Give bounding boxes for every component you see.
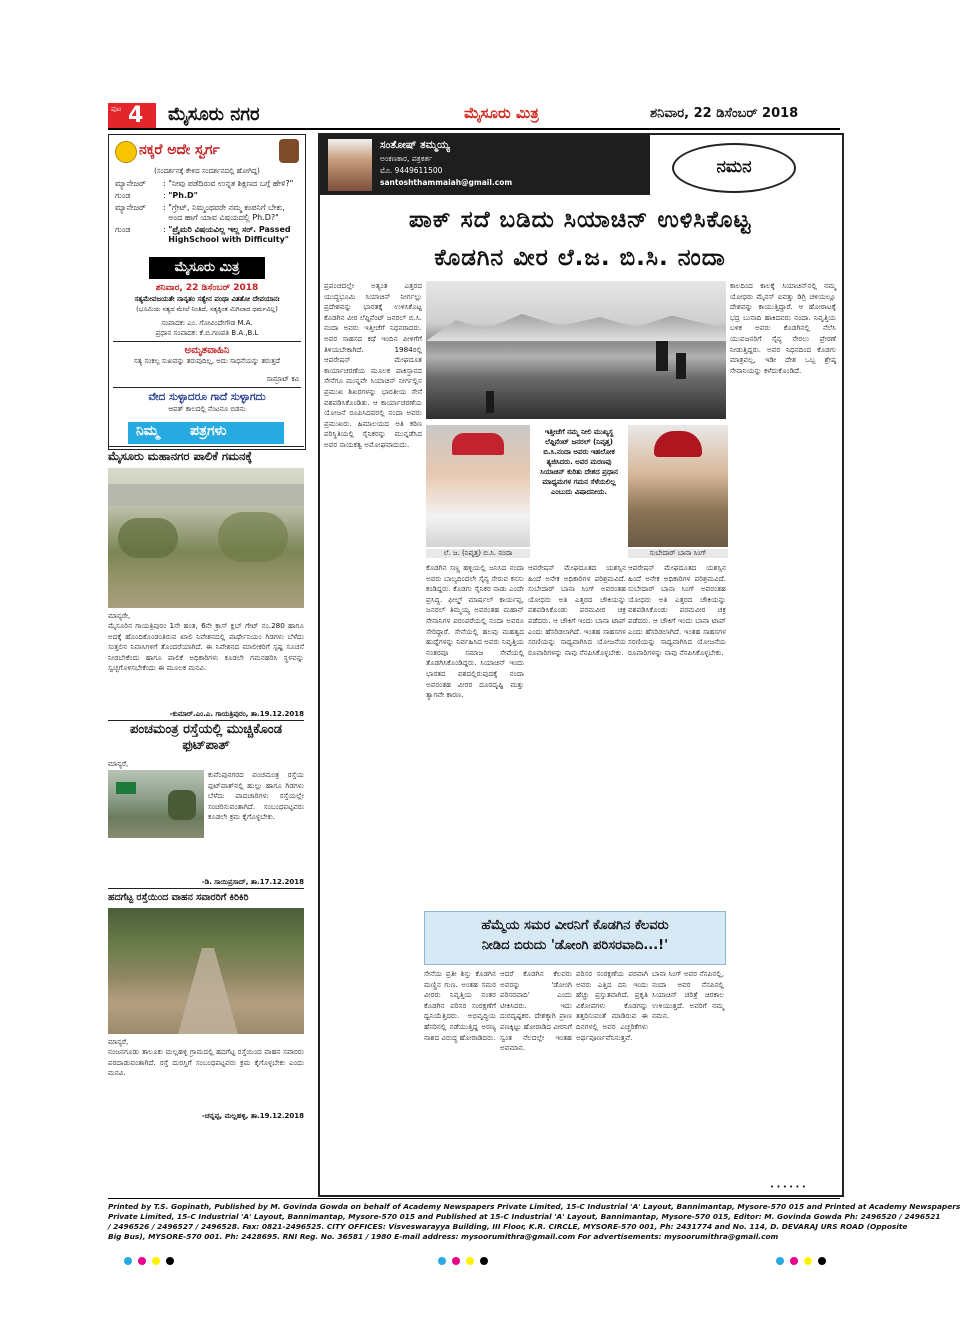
siachen-photo (426, 281, 726, 419)
joke-subtitle: (ಸಂದರ್ಶನಕ್ಕೆ ಕೇಳಿದ ಸಂದರ್ಶನದಲ್ಲಿ ಹೋಗಿದ್ದ) (154, 167, 260, 175)
masthead-date: ಶನಿವಾರ, 22 ಡಿಸೆಂಬರ್ 2018 (155, 283, 259, 293)
author-photo (328, 139, 372, 191)
letters-banner (128, 422, 284, 444)
letter-3-salutation: ಮಾನ್ಯರೆ, (108, 1038, 129, 1046)
masthead-logo: ಮೈಸೂರು ಮಿತ್ರ (464, 104, 539, 122)
nanda-portrait (426, 425, 530, 547)
color-registration-left (124, 1250, 180, 1269)
letter-3-title: ಹದಗೆಟ್ಟ ರಸ್ತೆಯಿಂದ ವಾಹನ ಸವಾರರಿಗೆ ಕಿರಿಕಿರಿ (108, 892, 249, 903)
magenta-dot (790, 1257, 798, 1265)
magenta-dot (452, 1257, 460, 1265)
letter-2-photo (108, 770, 204, 838)
letter-3-photo (108, 908, 304, 1034)
divider (108, 720, 304, 721)
divider (108, 446, 304, 447)
article-end-mark: • • • • • • (770, 1183, 806, 1191)
imprint-line-4: Big Bus), MYSORE-570 001. Ph: 2428695. RNI Reg. No. 36581 / 1980 E-mail address: mysoorumithra@gmail.com For advertisements: mysoorumithra@gmail.com (108, 1232, 779, 1241)
masthead-editor: ಸಂಪಾದಕ: ಎಂ. ಗೋವಿಂದೇಗೌಡ M.A. (161, 319, 253, 327)
letter-3-body: ನಂಜನಗೂಡು ತಾಲೂಕು ಮಲ್ಲಹಳ್ಳಿ ಗ್ರಾಮದಲ್ಲಿ ಹದಗೆಟ್ಟ ರಸ್ತೆಯಿಂದ ವಾಹನ ಸವಾರರು ಪರದಾಡುವಂತಾಗಿದೆ. ರಸ್ತೆ ದುರಸ್ತಿಗೆ ಸಂಬಂಧಪಟ್ಟವರು ಕ್ರಮ ಕೈಗೊಳ್ಳಬೇಕು ಎಂದು ಮನವಿ. (108, 1047, 304, 1078)
author-role: ಅಂಕಣಕಾರ, ಪತ್ರಕರ್ತ (380, 154, 433, 163)
author-bar (320, 135, 650, 195)
imprint-line-1: Printed by T.S. Gopinath, Published by M. Govinda Gowda on behalf of Academy Newspapers Private Limited, 15-C Industrial 'A' Layout, Bannimantap, Mysore-570 015 and Printed at Academy Newspapers (108, 1202, 960, 1211)
headline-line-2: ಕೊಡಗಿನ ವೀರ ಲೆ.ಜ. ಬಿ.ಸಿ. ನಂದಾ (434, 245, 726, 271)
joke-lines (115, 179, 301, 245)
letter-1-photo (108, 468, 304, 608)
letter-2-title: ಪಂಚಮಂತ್ರ ರಸ್ತೆಯಲ್ಲಿ ಮುಚ್ಚಿಕೊಂಡ ಫುಟ್‌ಪಾತ್ (130, 722, 282, 753)
bana-singh-caption: ಸುಬೇದಾರ್ ಬಾನಾ ಸಿಂಗ್ (628, 549, 728, 558)
divider (113, 387, 301, 388)
imprint (108, 1202, 960, 1242)
author-email[interactable]: santoshthammaiah@gmail.com (380, 178, 513, 187)
joke-line: ಮ್ಯಾನೇಜರ್ : "ಗ್ರೇಟ್, ನಿಮ್ಮಂಥವರೇ ನಮ್ಮ ಕಂಪನಿಗೆ ಬೇಕು, ಅಂದ ಹಾಗೆ ಯಾವ ವಿಷಯದಲ್ಲಿ Ph.D?" (115, 203, 285, 222)
yellow-dot (466, 1257, 474, 1265)
letters-banner-left: ನಿಮ್ಮ (136, 423, 160, 439)
yellow-dot (152, 1257, 160, 1265)
masthead-banner (149, 257, 265, 279)
header-rule (108, 128, 840, 130)
cyan-dot (438, 1257, 446, 1265)
black-dot (480, 1257, 488, 1265)
article-column-4: ಕಾಲದಿಂದ ಕಾಲಕ್ಕೆ ಸಿಯಾಚಿನ್‌ನಲ್ಲಿ ನಮ್ಮ ಯೋಧರು ಮೈನಸ್ ಐವತ್ತು ಡಿಗ್ರಿ ಚಳಿಯಲ್ಲೂ ದೇಶವನ್ನು ಕಾಯುತ್ತಿದ್ದಾರೆ. ಆ ಹೋರಾಟಕ್ಕೆ ಭದ್ರ ಬುನಾದಿ ಹಾಕಿದವರು ನಂದಾ. ನಿವೃತ್ತಿಯ ಬಳಿಕ ಅವರು ಕೊಡಗಿನಲ್ಲಿ ನೆಲೆಸಿ ಯುವಜನರಿಗೆ ಸೈನ್ಯ ಸೇರಲು ಪ್ರೇರಣೆ ನೀಡುತ್ತಿದ್ದರು. ಅವರ ನಿಧನದಿಂದ ಕೊಡಗು ಮಾತ್ರವಲ್ಲ, ಇಡೀ ದೇಶ ಒಬ್ಬ ಶ್ರೇಷ್ಠ ಸೇನಾನಿಯನ್ನು ಕಳೆದುಕೊಂಡಿದೆ. (730, 281, 836, 375)
page-number-badge (108, 103, 156, 129)
page-number: 4 (128, 103, 144, 128)
letters-section (108, 422, 304, 1194)
color-registration-right (776, 1250, 832, 1269)
letter-3-sign: -ಚನ್ನಪ್ಪ, ಮಲ್ಲಹಳ್ಳಿ, ತಾ.19.12.2018 (202, 1112, 304, 1120)
author-phone: ಮೊ. 9449611500 (380, 166, 443, 175)
footer-rule (108, 1198, 840, 1199)
letter-2-body: ಕುವೆಂಪುನಗರದ ಪಂಚಮಂತ್ರ ರಸ್ತೆಯ ಫುಟ್‌ಪಾತ್‌ನಲ್ಲಿ ಹುಲ್ಲು ಹಾಗೂ ಗಿಡಗಳು ಬೆಳೆದು ಪಾದಚಾರಿಗಳು ರಸ್ತೆಯಲ್ಲೇ ಸಂಚರಿಸುವಂತಾಗಿದೆ. ಸಂಬಂಧಪಟ್ಟವರು ಕೂಡಲೇ ಕ್ರಮ ಕೈಗೊಳ್ಳಬೇಕು. (208, 770, 304, 822)
masthead-assoc-editor: ಪ್ರಧಾನ ಸಂಪಾದಕ: ಕೆ.ಬಿ.ಗಣಪತಿ B.A.,B.L (155, 329, 259, 337)
joke-line: ಗುಂಡ : "Ph.D" (115, 191, 198, 200)
sub-column-1: ಸೇನೆಯ ಪ್ರತೀ ಶಿಸ್ತು ಕೊಡಗಿನ ಮಣ್ಣಿನ ಗುಣ. ಅಂತಹ ಸಮರ ವೀರರು ನಿವೃತ್ತಿಯ ನಂತರ ಕೊಡಗಿನ ಪರಿಸರ ಸಂರಕ್ಷಣೆಗೆ ಧ್ವನಿಯೆತ್ತಿದರು. ಅಭಿವೃದ್ಧಿಯ ಹೆಸರಿನಲ್ಲಿ ನಡೆಯುತ್ತಿದ್ದ ಅರಣ್ಯ ನಾಶದ ವಿರುದ್ಧ ಹೋರಾಡಿದರು. (424, 969, 496, 1189)
joke-line: ಗುಂಡ : "ಪ್ರೈಮರಿ ವಿಷಯವಿಲ್ಲ ಇಲ್ಲ ಸರ್. Passed HighSchool with Difficulty" (115, 225, 291, 244)
yellow-dot (804, 1257, 812, 1265)
masthead-motto-note: (ಭೂಮಿಯ ಸತ್ಯದ ಮೇಲೆ ನಿಂತಿದೆ, ಸತ್ಯಕ್ಕಿಂತ ಮಿಗಿಲಾದ ಧರ್ಮವಿಲ್ಲ) (136, 305, 278, 313)
bana-singh-portrait (628, 425, 728, 547)
main-article (318, 133, 844, 1197)
imprint-line-2: Private Limited, 15-C Industrial 'A' Layout, Bannimantap, Mysore-570 015 and Published at 15-C Industrial 'A' Layout, Bannimantap, Mysore-570 015, Editor: M. Govinda Gowda Ph: 2496520 / 2496521 (108, 1212, 941, 1221)
black-dot (166, 1257, 174, 1265)
thought-title: ವೇದ ಸುಳ್ಳಾದರೂ ಗಾದೆ ಸುಳ್ಳಾಗದು (148, 391, 266, 403)
letters-banner-right: ಪತ್ರಗಳು (190, 423, 227, 439)
author-name: ಸಂತೋಷ್ ತಮ್ಮಯ್ಯ (380, 139, 450, 151)
sub-headline-box (424, 911, 726, 965)
article-column-3: ಆಪರೇಷನ್ ಮೇಘದೂತದ ಯಶಸ್ಸಿನ ಹಿಂದೆ ಅನೇಕ ಅಧಿಕಾರಿಗಳ ಪರಿಶ್ರಮವಿದೆ. ಸುಬೇದಾರ್ ಬಾನಾ ಸಿಂಗ್ ಅವರಂತಹ ಯೋಧರು ಅತಿ ಎತ್ತರದ ಚೌಕಿಯನ್ನು ವಶಪಡಿಸಿಕೊಂಡು ಪರಮವೀರ ಚಕ್ರ ಪಡೆದರು. ಆ ಚೌಕಿಗೆ ಇಂದು ಬಾನಾ ಟಾಪ್ ಎಂದು ಹೆಸರಿಡಲಾಗಿದೆ. ಇಂತಹ ಸಾಹಸಗಳ ಸರಣಿಯನ್ನು ಸಾಧ್ಯವಾಗಿಸಿದ ಯೋಜನೆಯ ರೂವಾರಿಗಳನ್ನು ನಾವು ನೆನಪಿಸಿಕೊಳ್ಳಬೇಕು. (528, 563, 626, 657)
section-title: ಮೈಸೂರು ನಗರ (168, 104, 260, 125)
letter-2-sign: -ಡಿ. ಸಾಯಿಪ್ರಸಾದ್, ತಾ.17.12.2018 (201, 878, 304, 886)
letter-1-sign: -ಕುಮಾರ್.ಎಂ.ಎ. ಗಾಯತ್ರಿಪುರಂ, ತಾ.19.12.2018 (169, 710, 304, 718)
article-column-1: ಪ್ರಪಂಚದಲ್ಲೇ ಅತ್ಯಂತ ಎತ್ತರದ ಯುದ್ಧಭೂಮಿ ಸಿಯಾಚಿನ್ ನೀರ್ಗಲ್ಲು ಪ್ರದೇಶವನ್ನು ಭಾರತಕ್ಕೆ ಉಳಿಸಿಕೊಟ್ಟ ಕೊಡಗಿನ ವೀರ ಲೆಫ್ಟಿನೆಂಟ್ ಜನರಲ್ ಬಿ.ಸಿ. ನಂದಾ ಅವರು ಇತ್ತೀಚೆಗೆ ನಿಧನರಾದರು. ಅವರ ಸಾಹಸದ ಕಥೆ ಇಂದಿನ ಪೀಳಿಗೆಗೆ ತಿಳಿಯಬೇಕಾಗಿದೆ. 1984ರಲ್ಲಿ ಆಪರೇಷನ್ ಮೇಘದೂತ ಕಾರ್ಯಾಚರಣೆಯ ಮೂಲಕ ಪಾಕಿಸ್ತಾನದ ಸೇನೆಗೂ ಮುನ್ನವೇ ಸಿಯಾಚಿನ್ ನೀರ್ಗಲ್ಲಿನ ಪ್ರಮುಖ ಶಿಖರಗಳನ್ನು ಭಾರತೀಯ ಸೇನೆ ವಶಪಡಿಸಿಕೊಂಡಿತು. ಆ ಕಾರ್ಯಾಚರಣೆಯ ಯೋಜನೆ ರೂಪಿಸಿದವರಲ್ಲಿ ನಂದಾ ಅವರು ಪ್ರಮುಖರು. ಹಿಮಾಲಯದ ಅತಿ ಕಠಿಣ ಪರಿಸ್ಥಿತಿಯಲ್ಲಿ ಸೈನಿಕರನ್ನು ಮುನ್ನಡೆಸಿದ ಅವರ ನಾಯಕತ್ವ ಅಮೋಘವಾದುದು. (324, 281, 422, 449)
sub-headline-line-1: ಹೆಮ್ಮೆಯ ಸಮರ ವೀರನಿಗೆ ಕೊಡಗಿನ ಕೆಲವರು (481, 918, 669, 933)
headline-line-1: ಪಾಕ್ ಸದೆ ಬಡಿದು ಸಿಯಾಚಿನ್ ಉಳಿಸಿಕೊಟ್ಟ (408, 207, 752, 233)
color-registration-center (438, 1250, 494, 1269)
cyan-dot (124, 1257, 132, 1265)
divider (113, 341, 301, 342)
amrutavani-title: ಅಮೃತವಾಹಿನಿ (184, 345, 230, 356)
letter-1-title: ಮೈಸೂರು ಮಹಾನಗರ ಪಾಲಿಕೆ ಗಮನಕ್ಕೆ (108, 449, 253, 463)
amrutavani-author: ಸಾಮ್ರಾಟ್ ಕವಿ (266, 375, 299, 383)
sub-column-3: ಪರಿಸರ ಸಂರಕ್ಷಣೆಯ ಪರವಾಗಿ ಅವರು ಎತ್ತಿದ ದನಿ ಇಂದು ಹೆಚ್ಚು ಪ್ರಸ್ತುತವಾಗಿದೆ. ಪ್ರಕೃತಿ ವಿಕೋಪಗಳು ಕೊಡಗನ್ನು ತತ್ತರಿಸುವಂತೆ ಮಾಡಿರುವ ಈ ದಿನಗಳಲ್ಲಿ ಅವರ ಎಚ್ಚರಿಕೆಗಳು ಅರ್ಥಪೂರ್ಣವೆನಿಸುತ್ತವೆ. (576, 969, 648, 1189)
amrutavani-text: ಸತ್ಯ ಸಂಕಲ್ಪ ಸುಖವನ್ನು ತರುವುದಿಲ್ಲ, ಅದು ಸಾಧನೆಯನ್ನು ತರುತ್ತದೆ (133, 357, 281, 365)
sub-headline-line-2: ನೀಡಿದ ಬಿರುದು 'ಡೋಂಗಿ ಪರಿಸರವಾದಿ...!' (481, 938, 669, 953)
header-date: ಶನಿವಾರ, 22 ಡಿಸೆಂಬರ್ 2018 (650, 106, 799, 121)
page-label: ಪುಟ (111, 105, 122, 113)
pull-quote: ಇತ್ತೀಚೆಗೆ ನಮ್ಮ ನೀಲಿ ಮುಖ್ಯಸ್ಥ ಲೆಫ್ಟಿನೆಂಟ್ ಜನರಲ್ (ನಿವೃತ್ತ) ಬಿ.ಸಿ.ನಂದಾ ಅವರು ಇಹಲೋಕ ತ್ಯಜಿಸಿದರು. ಅವರ ಮರಣವು ಸಿಯಾಚಿನ್ ಕುರಿತು ದೇಶದ ಪ್ರಧಾನ ಮಾಧ್ಯಮಗಳ ಗಮನ ಸೆಳೆಯಲಿಲ್ಲ ಎಂಬುದು ವಿಷಾದನೀಯ. (540, 428, 618, 496)
masthead-name: ಮೈಸೂರು ಮಿತ್ರ (174, 260, 240, 275)
sub-column-2: ಆದರೆ ಕೊಡಗಿನ ಕೆಲವರು ಅವರನ್ನು 'ಡೋಂಗಿ ಪರಿಸರವಾದಿ' ಎಂದು ಟೀಕಿಸಿದರು. ಇದು ದುರದೃಷ್ಟಕರ. ದೇಶಕ್ಕಾಗಿ ಪ್ರಾಣ ಪಣಕ್ಕಿಟ್ಟು ಹೋರಾಡಿದ ವೀರನಿಗೆ ಸ್ವಂತ ನೆಲದಲ್ಲೇ ಇಂತಹ ಅವಮಾನ. (500, 969, 572, 1189)
sub-article (424, 911, 724, 1193)
cyan-dot (776, 1257, 784, 1265)
sub-column-4: ಬಾನಾ ಸಿಂಗ್ ಅವರ ನೆನಪಿನಲ್ಲಿ, ನಂದಾ ಅವರ ನೆನಪಿನಲ್ಲಿ ಸಿಯಾಚಿನ್ ಚರಿತ್ರೆ ಚಿರಕಾಲ ಉಳಿಯುತ್ತದೆ. ಅವರಿಗೆ ನಮ್ಮ ನಮನ. (652, 969, 724, 1189)
divider (108, 888, 304, 889)
black-dot (818, 1257, 826, 1265)
nanda-caption: ಲೆ. ಜ. (ನಿವೃತ್ತ) ಬಿ.ಸಿ. ನಂದಾ (426, 549, 530, 558)
laughing-emoji-icon (115, 141, 137, 163)
masthead-motto: ಸತ್ಯಮೇವಜಯತೇ ನಾನೃತಂ ಸತ್ಯೇನ ಪಂಥಾ ವಿತತೋ ದೇವಯಾನಃ (134, 295, 280, 303)
article-column-2: ಕೊಡಗಿನ ಸಣ್ಣ ಹಳ್ಳಿಯಲ್ಲಿ ಜನಿಸಿದ ನಂದಾ ಅವರು ಬಾಲ್ಯದಿಂದಲೇ ಸೈನ್ಯ ಸೇರುವ ಕನಸು ಕಂಡಿದ್ದರು. ಕೊಡಗು ಸೈನಿಕರ ನಾಡು ಎಂದೇ ಪ್ರಸಿದ್ಧ. ಫೀಲ್ಡ್ ಮಾರ್ಷಲ್ ಕಾರ್ಯಪ್ಪ, ಜನರಲ್ ತಿಮ್ಮಯ್ಯ ಅವರಂತಹ ಮಹಾನ್ ಸೇನಾನಿಗಳ ಪರಂಪರೆಯಲ್ಲಿ ನಂದಾ ಅವರೂ ಸೇರಿದ್ದಾರೆ. ಸೇನೆಯಲ್ಲಿ ಹಲವು ಮಹತ್ವದ ಹುದ್ದೆಗಳನ್ನು ನಿರ್ವಹಿಸಿದ ಅವರು ನಿವೃತ್ತಿಯ ನಂತರವೂ ಸಮಾಜ ಸೇವೆಯಲ್ಲಿ ತೊಡಗಿಸಿಕೊಂಡಿದ್ದರು. ಸಿಯಾಚಿನ್ ಇಂದು ಭಾರತದ ವಶದಲ್ಲಿರುವುದಕ್ಕೆ ನಂದಾ ಅವರಂತಹ ವೀರರ ದೂರದೃಷ್ಟಿ ಮತ್ತು ತ್ಯಾಗವೇ ಕಾರಣ. (426, 563, 524, 700)
imprint-line-3: / 2496526 / 2496527 / 2496528. Fax: 0821-2496525. CITY OFFICES: Visveswarayya Building, III Floor, K.R. CIRCLE, MYSORE-570 001, Ph: 2431774 and No. 114, D. DEVARAJ URS ROAD (Opposite (108, 1222, 908, 1231)
thought-text: ಆಪತ್ ಕಾಲದಲ್ಲಿ ನೆಂಟನೂ ಬಿಡನು (168, 405, 246, 413)
cartoon-icon (279, 139, 299, 163)
naman-badge: ನಮನ (672, 143, 796, 193)
joke-title: ನಕ್ಕರೆ ಅದೇ ಸ್ವರ್ಗ (139, 142, 220, 158)
article-column-3b: ಆಪರೇಷನ್ ಮೇಘದೂತದ ಯಶಸ್ಸಿನ ಹಿಂದೆ ಅನೇಕ ಅಧಿಕಾರಿಗಳ ಪರಿಶ್ರಮವಿದೆ. ಸುಬೇದಾರ್ ಬಾನಾ ಸಿಂಗ್ ಅವರಂತಹ ಯೋಧರು ಅತಿ ಎತ್ತರದ ಚೌಕಿಯನ್ನು ವಶಪಡಿಸಿಕೊಂಡು ಪರಮವೀರ ಚಕ್ರ ಪಡೆದರು. ಆ ಚೌಕಿಗೆ ಇಂದು ಬಾನಾ ಟಾಪ್ ಎಂದು ಹೆಸರಿಡಲಾಗಿದೆ. ಇಂತಹ ಸಾಹಸಗಳ ಸರಣಿಯನ್ನು ಸಾಧ್ಯವಾಗಿಸಿದ ಯೋಜನೆಯ ರೂವಾರಿಗಳನ್ನು ನಾವು ನೆನಪಿಸಿಕೊಳ್ಳಬೇಕು. (628, 563, 726, 657)
letter-1-body: ಮೈಸೂರಿನ ಗಾಯತ್ರಿಪುರಂ 1ನೇ ಹಂತ, 6ನೇ ಕ್ರಾಸ್ ಕ್ಲಬ್ ಗೇಟ್ ನಂ.280 ಹಾಗೂ ಅದಕ್ಕೆ ಹೊಂದಿಕೊಂಡಂತಿರುವ ಖಾಲಿ ನಿವೇಶನದಲ್ಲಿ ಪಾರ್ಥೇನಿಯಂ ಗಿಡಗಳು ಬೆಳೆದು ಸುತ್ತಲಿನ ನಿವಾಸಿಗಳಿಗೆ ತೊಂದರೆಯಾಗಿದೆ. ಈ ನಿವೇಶನದ ಮಾಲೀಕರಿಗೆ ಸ್ಪಷ್ಟ ಸೂಚನೆ ನೀಡಬೇಕೆಂದು ಹಾಗೂ ಪಾಲಿಕೆ ಅಧಿಕಾರಿಗಳು ಕೂಡಲೇ ಗಮನಹರಿಸಿ ಸ್ಥಳವನ್ನು ಸ್ವಚ್ಛಗೊಳಿಸಬೇಕೆಂದು ಈ ಮೂಲಕ ಮನವಿ. (108, 621, 304, 673)
joke-line: ಮ್ಯಾನೇಜರ್ : "ನೀವು ಪಡೆದಿರುವ ಉನ್ನತ ಶಿಕ್ಷಣದ ಬಗ್ಗೆ ಹೇಳಿ?" (115, 179, 294, 188)
letter-1-salutation: ಮಾನ್ಯರೇ, (108, 612, 131, 620)
magenta-dot (138, 1257, 146, 1265)
letter-2-salutation: ಮಾನ್ಯರೆ, (108, 760, 129, 768)
joke-box (108, 134, 306, 450)
